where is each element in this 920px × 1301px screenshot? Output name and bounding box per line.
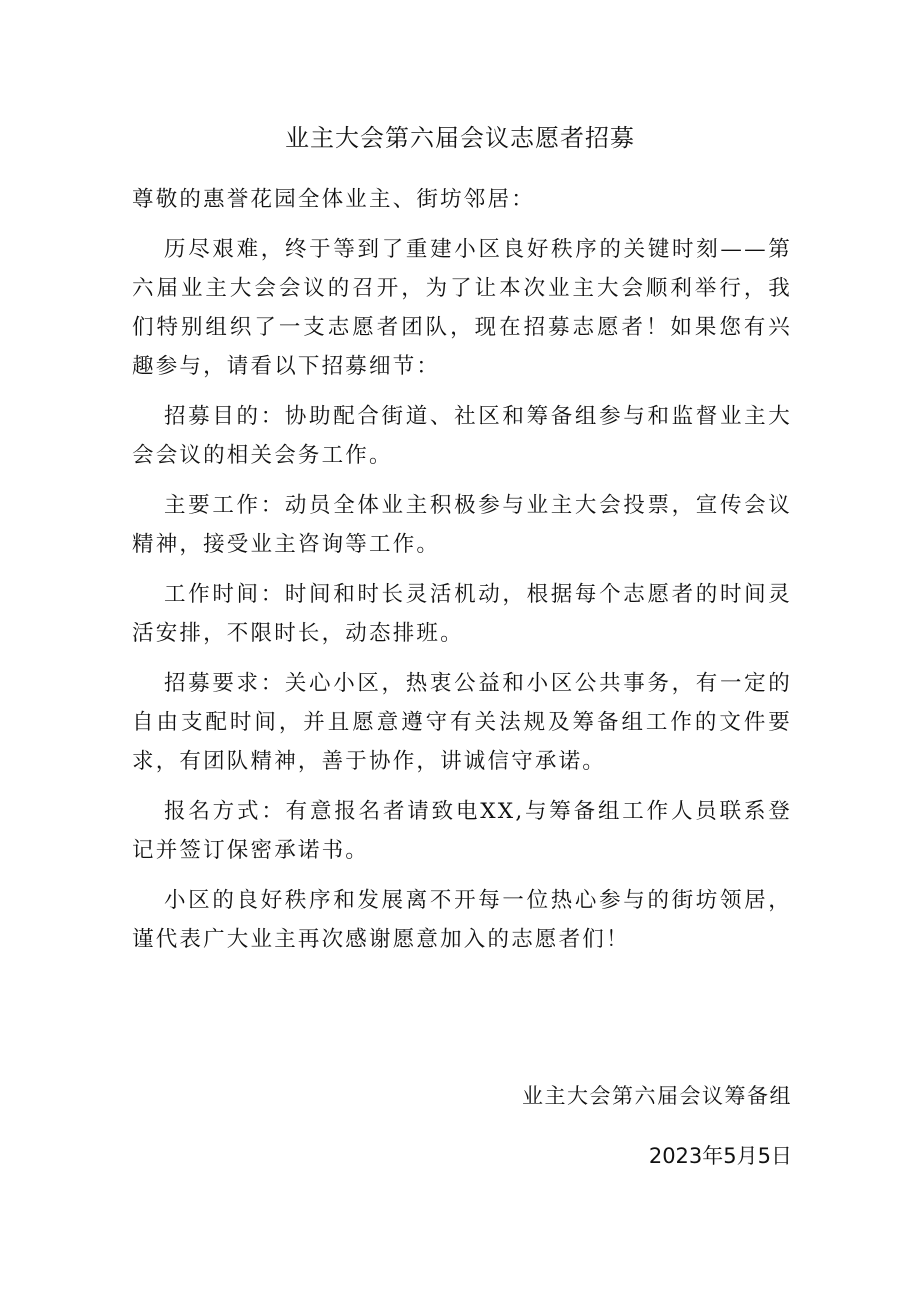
signature-line: 业主大会第六届会议筹备组 (522, 1084, 792, 1108)
paragraph-work-time: 工作时间：时间和时长灵活机动，根据每个志愿者的时间灵活安排，不限时长，动态排班。 (132, 582, 792, 646)
greeting-line: 尊敬的惠誉花园全体业主、街坊邻居： (132, 187, 535, 212)
paragraph-requirements: 招募要求：关心小区，热衷公益和小区公共事务，有一定的自由支配时间，并且愿意遵守有关法规及筹备组工作的文件要求，有团队精神，善于协作，讲诚信守承诺。 (132, 671, 792, 774)
paragraph-intro: 历尽艰难，终于等到了重建小区良好秩序的关键时刻——第六届业主大会会议的召开，为了让本次业主大会顺利举行，我们特别组织了一支志愿者团队，现在招募志愿者！如果您有兴趣参与，请看以下招募细节： (132, 237, 792, 379)
paragraph-main-work: 主要工作：动员全体业主积极参与业主大会投票，宣传会议精神，接受业主咨询等工作。 (132, 493, 792, 557)
document-body (132, 180, 792, 970)
document-title: 业主大会第六届会议志愿者招募 (285, 124, 635, 152)
paragraph-purpose: 招募目的：协助配合街道、社区和筹备组参与和监督业主大会会议的相关会务工作。 (132, 404, 792, 468)
paragraph-registration: 报名方式：有意报名者请致电XX,与筹备组工作人员联系登记并签订保密承诺书。 (132, 799, 792, 863)
date-line: 2023年5月5日 (648, 1144, 792, 1168)
paragraph-closing: 小区的良好秩序和发展离不开每一位热心参与的街坊领居，谨代表广大业主再次感谢愿意加入的志愿者们！ (132, 888, 792, 952)
